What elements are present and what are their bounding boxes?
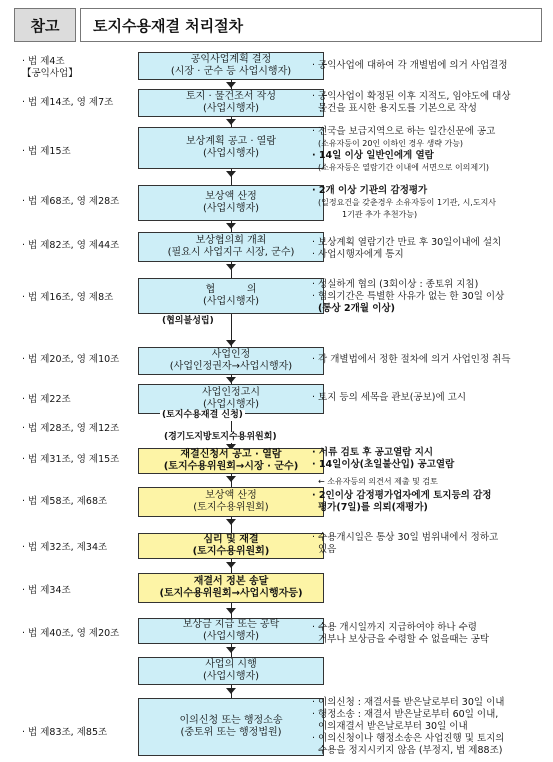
arrow-icon xyxy=(226,82,236,88)
law-reference: · 법 제31조, 영 제15조 xyxy=(22,454,120,465)
process-box: 보상액 산정 (사업시행자) xyxy=(138,185,324,221)
arrow-icon xyxy=(226,223,236,229)
description: · 공익사업에 대하여 각 개별법에 의거 사업결정 xyxy=(312,60,508,71)
arrow-icon xyxy=(226,340,236,346)
law-reference: · 법 제83조, 제85조 xyxy=(22,727,108,738)
process-box: 공익사업계획 결정 (시장 · 군수 등 사업시행자) xyxy=(138,52,324,80)
description: · 2인이상 감정평가업자에게 토지등의 감정 평가(7일)를 의뢰(재평가) xyxy=(312,490,492,513)
arrow-icon xyxy=(226,476,236,482)
process-box: 보상금 지급 또는 공탁 (사업시행자) xyxy=(138,618,324,644)
process-box: 보상계획 공고 · 열람 (사업시행자) xyxy=(138,127,324,169)
description: · 공익사업이 확정된 이후 지적도, 임야도에 대상 물건을 표시한 용지도를 기본으로 작성 xyxy=(312,91,511,114)
process-box: 재결서 정본 송달 (토지수용위원회→사업시행자등) xyxy=(138,573,324,603)
law-reference: · 법 제28조, 영 제12조 xyxy=(22,423,120,434)
description: · 전국을 보급지역으로 하는 일간신문에 공고 (소유자등이 20인 이하인 경우 생략 가능) · 14일 이상 일반인에게 열람 (소유자등은 열람기간 이내에 서면으로 이의제기) xyxy=(312,126,496,172)
arrow-icon xyxy=(226,519,236,525)
arrow-icon xyxy=(226,688,236,694)
description: · 수용 개시일까지 지급하여야 하나 수령 거부나 보상금을 수령할 수 없을때는 공탁 xyxy=(312,622,490,645)
flow-tag: (협의불성립) xyxy=(162,316,214,326)
process-box: 이의신청 또는 행정소송 (중토위 또는 행정법원) xyxy=(138,698,324,756)
process-box: 보상액 산정 (토지수용위원회) xyxy=(138,487,324,517)
flow-tag: (토지수용재결 신청) xyxy=(162,410,243,420)
arrow-icon xyxy=(226,608,236,614)
description: · 이의신청 : 재결서를 받은날로부터 30일 이내 · 행정소송 : 재결서 받은날로부터 60일 이내, 이의재결서 받은날로부터 30일 이내 · 이의신청이나 행정소송은 사업진행 및 토지의 수용을 정지시키지 않음 (부정지, 법 제88조) xyxy=(312,697,505,756)
process-box: 재결신청서 공고 · 열람 (토지수용위원회→시장 · 군수) xyxy=(138,448,324,474)
law-reference: · 법 제15조 xyxy=(22,146,71,157)
process-box: 사업인정 (사업인정권자→사업시행자) xyxy=(138,347,324,375)
law-reference: · 법 제22조 xyxy=(22,394,71,405)
description: · 각 개별법에서 정한 절차에 의거 사업인정 취득 xyxy=(312,354,511,365)
law-reference: · 법 제20조, 영 제10조 xyxy=(22,354,120,365)
description: · 토지 등의 세목을 관보(공보)에 고시 xyxy=(312,392,467,403)
description: · 수용개시일은 통상 30일 범위내에서 정하고 있음 xyxy=(312,532,499,555)
arrow-icon xyxy=(226,562,236,568)
section-tag: 참고 xyxy=(14,8,76,42)
arrow-icon xyxy=(226,171,236,177)
law-reference: · 법 제16조, 영 제8조 xyxy=(22,292,114,303)
law-reference: · 법 제14조, 영 제7조 xyxy=(22,97,114,108)
law-reference: · 법 제82조, 영 제44조 xyxy=(22,240,120,251)
law-reference: · 법 제34조 xyxy=(22,585,71,596)
description: · 보상계획 열람기간 만료 후 30일이내에 설치 · 사업시행자에게 통지 xyxy=(312,237,502,260)
process-box: 보상협의회 개최 (필요시 사업지구 시장, 군수) xyxy=(138,232,324,262)
description: · 서류 검토 후 공고열람 지시 · 14일이상(초일불산입) 공고열람 xyxy=(312,447,455,470)
law-reference: · 법 제40조, 영 제20조 xyxy=(22,628,120,639)
law-reference: · 법 제32조, 제34조 xyxy=(22,542,108,553)
description: · 성실하게 협의 (3회이상 : 종토위 지침) · 협의기간은 특별한 사유가 없는 한 30일 이상 (통상 2개월 이상) xyxy=(312,279,505,314)
law-reference: · 법 제58조, 제68조 xyxy=(22,496,108,507)
law-reference: · 법 제68조, 영 제28조 xyxy=(22,196,120,207)
arrow-icon xyxy=(226,377,236,383)
arrow-icon xyxy=(226,264,236,270)
flow-tag: (경기도지방토지수용위원회) xyxy=(164,432,277,442)
process-box: 협 의 (사업시행자) xyxy=(138,278,324,314)
process-box: 사업인정고시 (사업시행자) xyxy=(138,384,324,414)
process-box: 토지 · 물건조서 작성 (사업시행자) xyxy=(138,89,324,117)
arrow-icon xyxy=(226,647,236,653)
page-title: 토지수용재결 처리절차 xyxy=(80,8,542,42)
process-box: 심리 및 재결 (토지수용위원회) xyxy=(138,533,324,559)
side-note: ← 소유자등의 의견서 제출 및 검토 xyxy=(318,477,438,486)
arrow-icon xyxy=(226,119,236,125)
law-reference: · 법 제4조 【공익사업】 xyxy=(22,56,78,79)
process-box: 사업의 시행 (사업시행자) xyxy=(138,657,324,685)
description: · 2개 이상 기관의 감정평가 (일정요건을 갖춘경우 소유자등이 1기관, 시,도지사 1기관 추가 추천가능) xyxy=(312,185,497,219)
